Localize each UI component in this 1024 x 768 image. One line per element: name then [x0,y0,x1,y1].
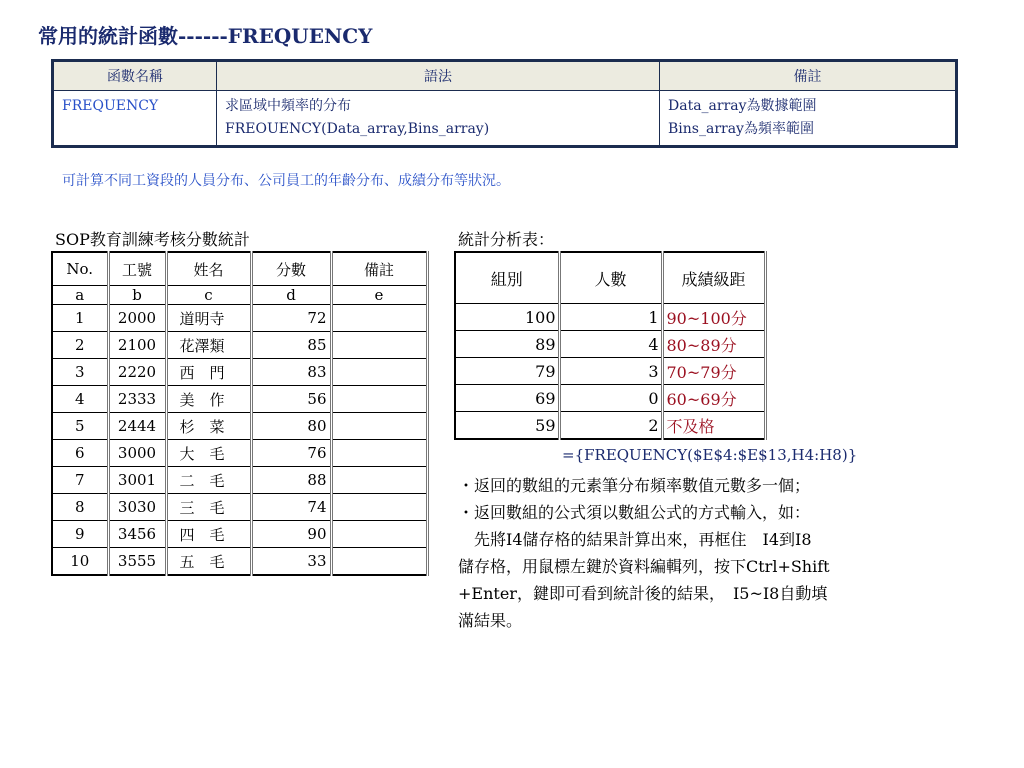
row-range: 70~79分 [662,358,765,385]
row-score: 90 [251,521,331,548]
note-line: 儲存格，用鼠標左鍵於資料編輯列，按下Ctrl+Shift [458,557,830,576]
table-row [52,305,427,332]
row-bin: 59 [455,412,559,440]
row-note [331,305,427,332]
row-no: 8 [52,494,108,521]
table-row [52,413,427,440]
row-no: 3 [52,359,108,386]
row-note [331,386,427,413]
row-name: 三 毛 [166,494,251,521]
row-name: 花澤類 [166,332,251,359]
row-name: 西 門 [166,359,251,386]
table-row [455,331,765,358]
row-score: 33 [251,548,331,576]
row-name: 大 毛 [166,440,251,467]
table-row [52,467,427,494]
row-count: 0 [559,385,662,412]
row-no: 5 [52,413,108,440]
function-name: FREQUENCY [62,98,159,114]
function-table [51,59,958,148]
row-id: 3555 [108,548,166,576]
row-id: 3030 [108,494,166,521]
header-id: 工號 [108,252,166,286]
header-function-name: 函數名稱 [53,61,217,91]
row-range: 不及格 [662,412,765,440]
header-score: 分數 [251,252,331,286]
row-no: 2 [52,332,108,359]
row-id: 2000 [108,305,166,332]
note-line: +Enter，鍵即可看到統計後的結果， I5~I8自動填 [458,584,828,603]
row-id: 3000 [108,440,166,467]
row-score: 88 [251,467,331,494]
score-table [51,251,429,576]
result-table [454,251,767,440]
result-table-caption: 統計分析表： [458,230,555,249]
row-count: 4 [559,331,662,358]
row-no: 9 [52,521,108,548]
header-name: 姓名 [166,252,251,286]
score-table-caption: SOP教育訓練考核分數統計 [55,230,250,249]
note-line: 滿結果。 [458,611,523,630]
notes [458,472,878,634]
subheader-d: d [251,286,331,305]
description: 可計算不同工資段的人員分布、公司員工的年齡分布、成績分布等狀況。 [62,173,510,189]
note-line: ・返回數組的公式須以數組公式的方式輸入，如： [458,503,811,522]
table-row [52,494,427,521]
row-name: 美 作 [166,386,251,413]
header-syntax: 語法 [217,61,660,91]
function-name-cell [53,91,217,147]
row-note [331,332,427,359]
row-range: 60~69分 [662,385,765,412]
subheader-b: b [108,286,166,305]
header-note: 備註 [660,61,957,91]
row-note [331,467,427,494]
header-remark: 備註 [331,252,427,286]
row-score: 56 [251,386,331,413]
row-note [331,548,427,576]
table-row [52,332,427,359]
row-name: 道明寺 [166,305,251,332]
row-name: 五 毛 [166,548,251,576]
syntax-cell [217,91,660,147]
header-range: 成績級距 [662,252,765,304]
result-table-header [455,252,765,304]
table-row [455,385,765,412]
row-count: 2 [559,412,662,440]
function-table-row [53,91,957,147]
row-score: 83 [251,359,331,386]
row-note [331,359,427,386]
table-row [455,358,765,385]
syntax-formula: FREOUENCY(Data_array,Bins_array) [225,121,490,137]
score-table-header [52,252,427,286]
row-name: 四 毛 [166,521,251,548]
note-line: 先將I4儲存格的結果計算出來，再框住 I4到I8 [458,530,812,549]
row-id: 2444 [108,413,166,440]
row-range: 90~100分 [662,304,765,331]
note-bins-array: Bins_array為頻率範圍 [668,121,814,137]
subheader-a: a [52,286,108,305]
function-table-header [53,61,957,91]
row-no: 10 [52,548,108,576]
row-no: 1 [52,305,108,332]
row-bin: 69 [455,385,559,412]
table-row [52,548,427,576]
header-bin: 組別 [455,252,559,304]
table-row [52,440,427,467]
header-no: No. [52,252,108,286]
row-bin: 100 [455,304,559,331]
row-name: 二 毛 [166,467,251,494]
subheader-e: e [331,286,427,305]
table-row [455,412,765,440]
row-score: 74 [251,494,331,521]
row-score: 76 [251,440,331,467]
row-no: 6 [52,440,108,467]
subheader-c: c [166,286,251,305]
row-bin: 89 [455,331,559,358]
row-note [331,413,427,440]
row-bin: 79 [455,358,559,385]
row-name: 杉 菜 [166,413,251,440]
row-score: 72 [251,305,331,332]
syntax-description: 求區域中頻率的分布 [225,98,351,114]
note-data-array: Data_array為數據範圍 [668,98,817,114]
note-cell [660,91,957,147]
row-no: 7 [52,467,108,494]
row-note [331,521,427,548]
row-id: 3001 [108,467,166,494]
row-note [331,440,427,467]
row-id: 2220 [108,359,166,386]
row-id: 3456 [108,521,166,548]
row-score: 85 [251,332,331,359]
note-line: ・返回的數組的元素筆分布頻率數值元數多一個； [458,476,811,495]
table-row [52,386,427,413]
array-formula: ={FREQUENCY($E$4:$E$13,H4:H8)} [562,446,858,464]
row-no: 4 [52,386,108,413]
row-range: 80~89分 [662,331,765,358]
table-row [52,521,427,548]
row-count: 3 [559,358,662,385]
table-row [52,359,427,386]
table-row [455,304,765,331]
row-score: 80 [251,413,331,440]
header-count: 人數 [559,252,662,304]
row-count: 1 [559,304,662,331]
row-note [331,494,427,521]
row-id: 2333 [108,386,166,413]
row-id: 2100 [108,332,166,359]
page-title: 常用的統計函數------FREQUENCY [38,24,373,48]
score-table-subheader [52,286,427,305]
